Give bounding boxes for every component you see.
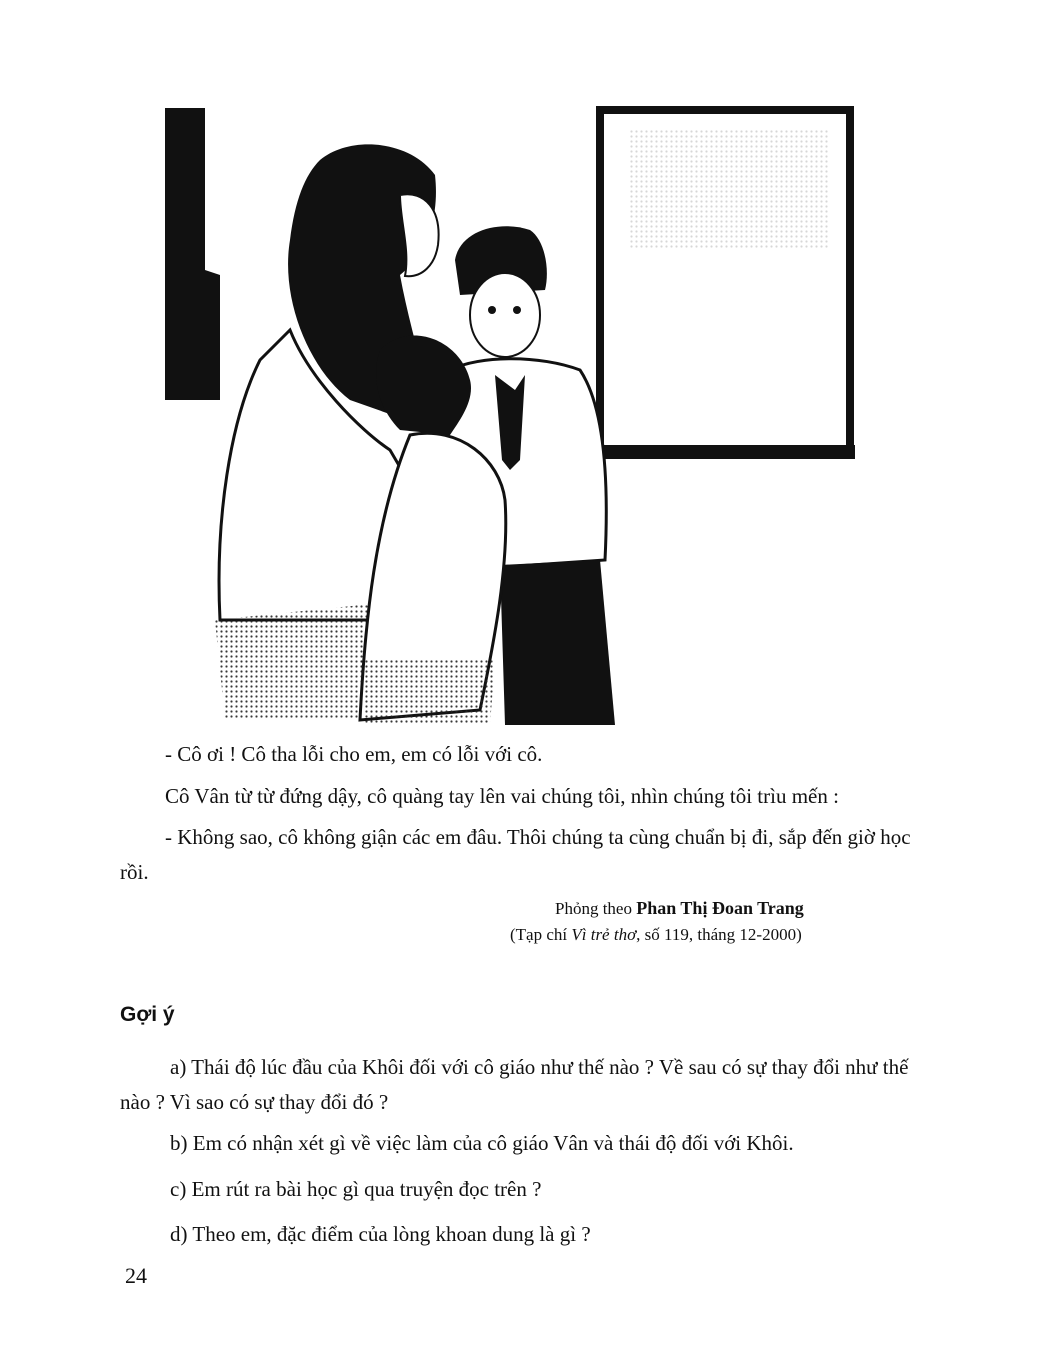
hint-question-d: d) Theo em, đặc điểm của lòng khoan dung là gì ? <box>170 1222 591 1246</box>
citation-rest: , số 119, tháng 12-2000) <box>636 925 802 944</box>
source-attribution <box>480 895 910 948</box>
hint-question-c: c) Em rút ra bài học gì qua truyện đọc trên ? <box>170 1177 542 1201</box>
magazine-title: Vì trẻ thơ <box>571 925 637 944</box>
source-prefix: Phỏng theo <box>555 899 637 918</box>
page-number: 24 <box>125 1263 147 1288</box>
source-author: Phan Thị Đoan Trang <box>636 898 804 918</box>
story-dialogue-reply: - Không sao, cô không giận các em đâu. Thôi chúng ta cùng chuẩn bị đi, sắp đến giờ học rồi. <box>120 825 911 884</box>
hints-heading: Gợi ý <box>120 1003 175 1026</box>
hint-question-b: b) Em có nhận xét gì về việc làm của cô giáo Vân và thái độ đối với Khôi. <box>170 1131 794 1155</box>
source-author-line <box>480 895 910 922</box>
story-narration: Cô Vân từ từ đứng dậy, cô quàng tay lên vai chúng tôi, nhìn chúng tôi trìu mến : <box>165 784 839 808</box>
source-citation <box>480 922 910 948</box>
citation-open: (Tạp chí <box>510 925 572 944</box>
story-illustration <box>160 100 880 725</box>
story-dialogue-line: - Cô ơi ! Cô tha lỗi cho em, em có lỗi với cô. <box>165 742 543 766</box>
hint-question-a: a) Thái độ lúc đầu của Khôi đối với cô giáo như thế nào ? Về sau có sự thay đổi như thế nào ? Vì sao có sự thay đổi đó ? <box>120 1055 909 1114</box>
